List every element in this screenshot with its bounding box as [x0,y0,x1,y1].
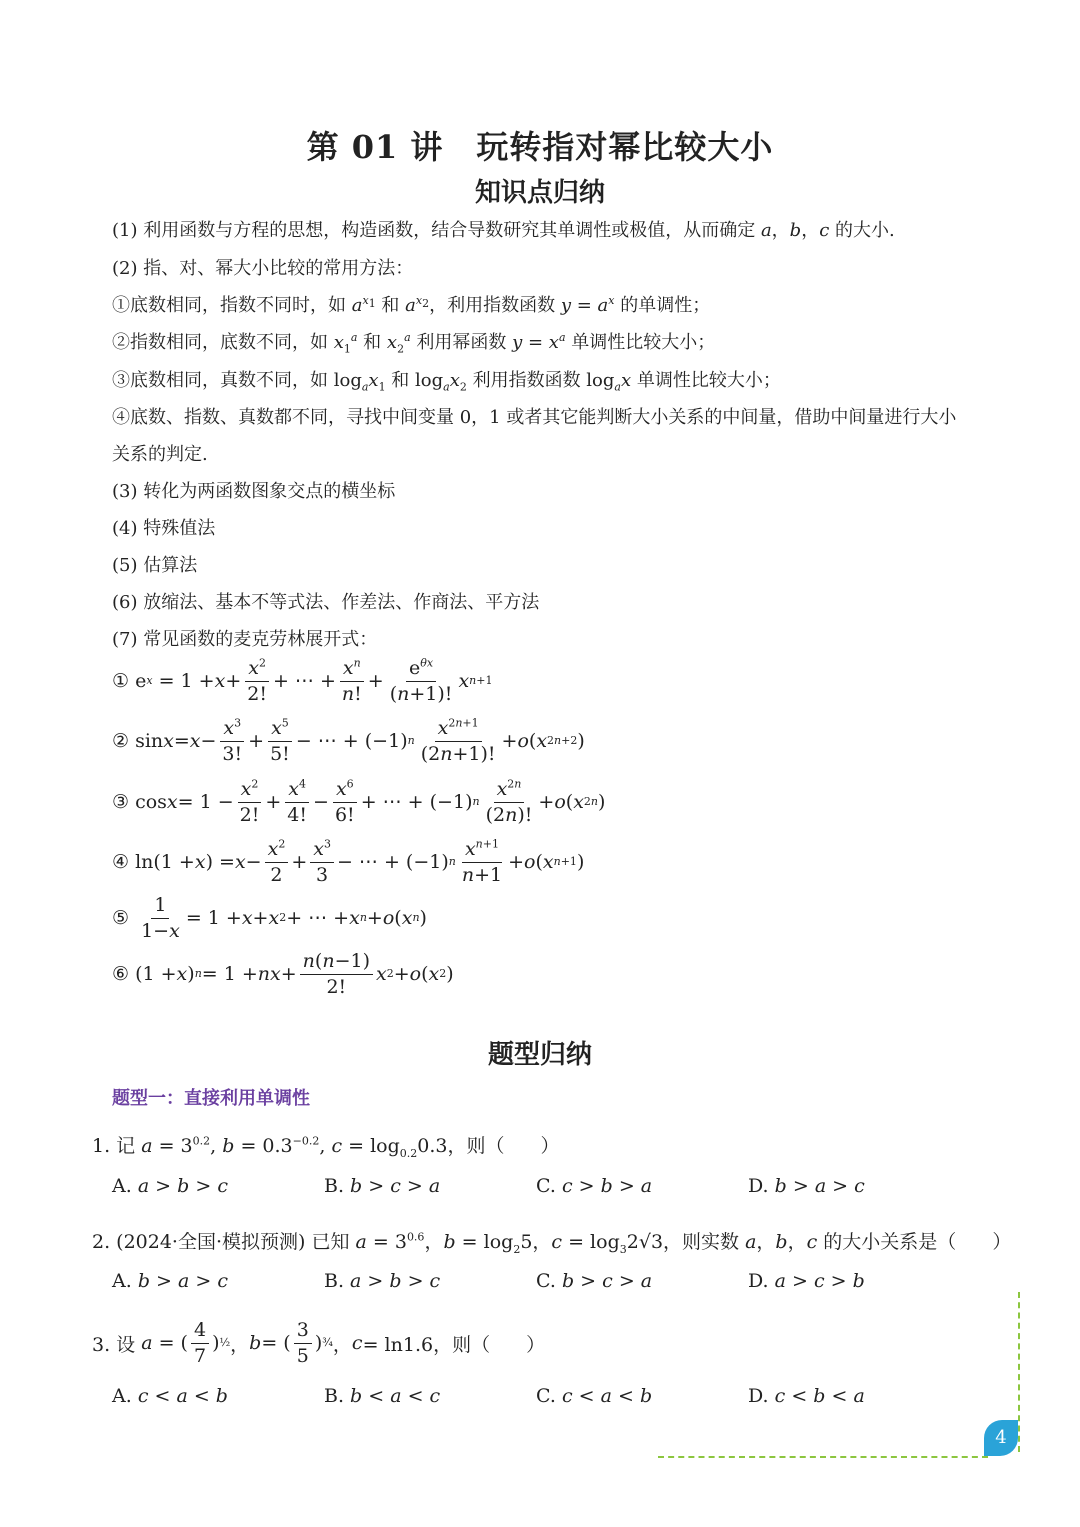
page-corner-dashed-horizontal [658,1456,988,1458]
page-number-badge: 4 [984,1420,1018,1456]
knowledge-line-2: (2) 指、对、幂大小比较的常用方法： [112,258,414,279]
page-corner-dashed-vertical [1018,1292,1020,1452]
formula-ln: ④ ln(1 + x ) = x − $\frac{x^2}{2}$ + $\frac{x^3}{3}$ − ⋯ + (−1) n $\frac{x^{n+1}}{n+1}$ + o ( x n+1 ) [112,837,585,886]
knowledge-heading: 知识点归纳 [474,178,605,208]
knowledge-line-5: ③底数相同，真数不同，如 $\log_ax_1$ 和 $\log_ax_2$ 利用指数函数 $\log_ax$ 单调性比较大小； [112,370,781,394]
knowledge-line-9: (5) 估算法 [112,555,198,576]
knowledge-line-4: ②指数相同，底数不同，如 $x_1^a$ 和 $x_2^a$ 利用幂函数 $y = x^a$ 单调性比较大小； [112,331,716,356]
q2-option-a[interactable]: A. b > a > c [112,1270,228,1292]
q3-option-c[interactable]: C. c < a < b [536,1385,653,1407]
q1-option-c[interactable]: C. c > b > a [536,1175,653,1197]
knowledge-line-6: ④底数、指数、真数都不同，寻找中间变量 0，1 或者其它能判断大小关系的中间量，借助中间量进行大小 [112,407,957,428]
q2-option-c[interactable]: C. b > c > a [536,1270,653,1292]
knowledge-line-10: (6) 放缩法、基本不等式法、作差法、作商法、平方法 [112,592,540,613]
knowledge-line-6b: 关系的判定. [112,444,208,465]
knowledge-line-11: (7) 常见函数的麦克劳林展开式： [112,629,378,650]
q2-option-b[interactable]: B. a > b > c [324,1270,441,1292]
formula-exp: ① e x = 1 + x + $\frac{x^2}{2!}$ + ⋯ + $\frac{x^n}{n!}$ + $\frac{e^{\theta x}}{(n+1)!}$ x n+1 [112,656,493,705]
question-3: 3. 设 a = ( $\frac{4}{7}$ ) ½ ， b = ( $\frac{3}{5}$ ) ¾ ， c = ln1.6，则（ ） [92,1319,546,1367]
knowledge-line-7: (3) 转化为两函数图象交点的横坐标 [112,481,396,502]
question-2: 2. (2024·全国·模拟预测) 已知 $a = 3^{0.6}$，$b = \log_25$，$c = \log_32√3$，则实数 a，b，c 的大小关系是（ ） [92,1230,1012,1256]
formula-sin: ② sin x = x − $\frac{x^3}{3!}$ + $\frac{x^5}{5!}$ − ⋯ + (−1) n $\frac{x^{2n+1}}{(2n+1)!}$ + o ( x 2n+2 ) [112,716,585,765]
formula-geometric: ⑤ $\frac{1}{1-x}$ = 1 + x + x 2 + ⋯ + x n + o ( x n ) [112,894,427,942]
q3-option-d[interactable]: D. c < b < a [748,1385,865,1407]
q3-option-a[interactable]: A. c < a < b [112,1385,228,1407]
knowledge-line-3: ①底数相同，指数不同时，如 $a^{x_1}$ 和 $a^{x_2}$，利用指数函数 $y = a^x$ 的单调性； [112,294,711,316]
types-heading: 题型归纳 [487,1040,592,1070]
type-1-label: 题型一：直接利用单调性 [112,1088,310,1109]
knowledge-line-1: (1) 利用函数与方程的思想，构造函数，结合导数研究其单调性或极值，从而确定 a，b，c 的大小. [112,220,895,241]
q1-option-a[interactable]: A. a > b > c [112,1175,228,1197]
q1-option-b[interactable]: B. b > c > a [324,1175,441,1197]
formula-cos: ③ cos x = 1 − $\frac{x^2}{2!}$ + $\frac{x^4}{4!}$ − $\frac{x^6}{6!}$ + ⋯ + (−1) n $\frac{x^{2n}}{(2n)!}$ + o ( x 2n ) [112,777,606,826]
q2-option-d[interactable]: D. a > c > b [748,1270,865,1292]
formula-binomial: ⑥ (1 + x ) n = 1 + nx + $\frac{n(n-1)}{2!}$ x 2 + o ( x 2 ) [112,950,454,998]
page-title: 第 01 讲 玩转指对幂比较大小 [306,128,774,166]
knowledge-line-8: (4) 特殊值法 [112,518,216,539]
q1-option-d[interactable]: D. b > a > c [748,1175,865,1197]
question-1: 1. 记 $a = 3^{0.2}$, $b = 0.3^{-0.2}$, $c = \log_{0.2}0.3$，则（ ） [92,1134,560,1160]
q3-option-b[interactable]: B. b < a < c [324,1385,441,1407]
